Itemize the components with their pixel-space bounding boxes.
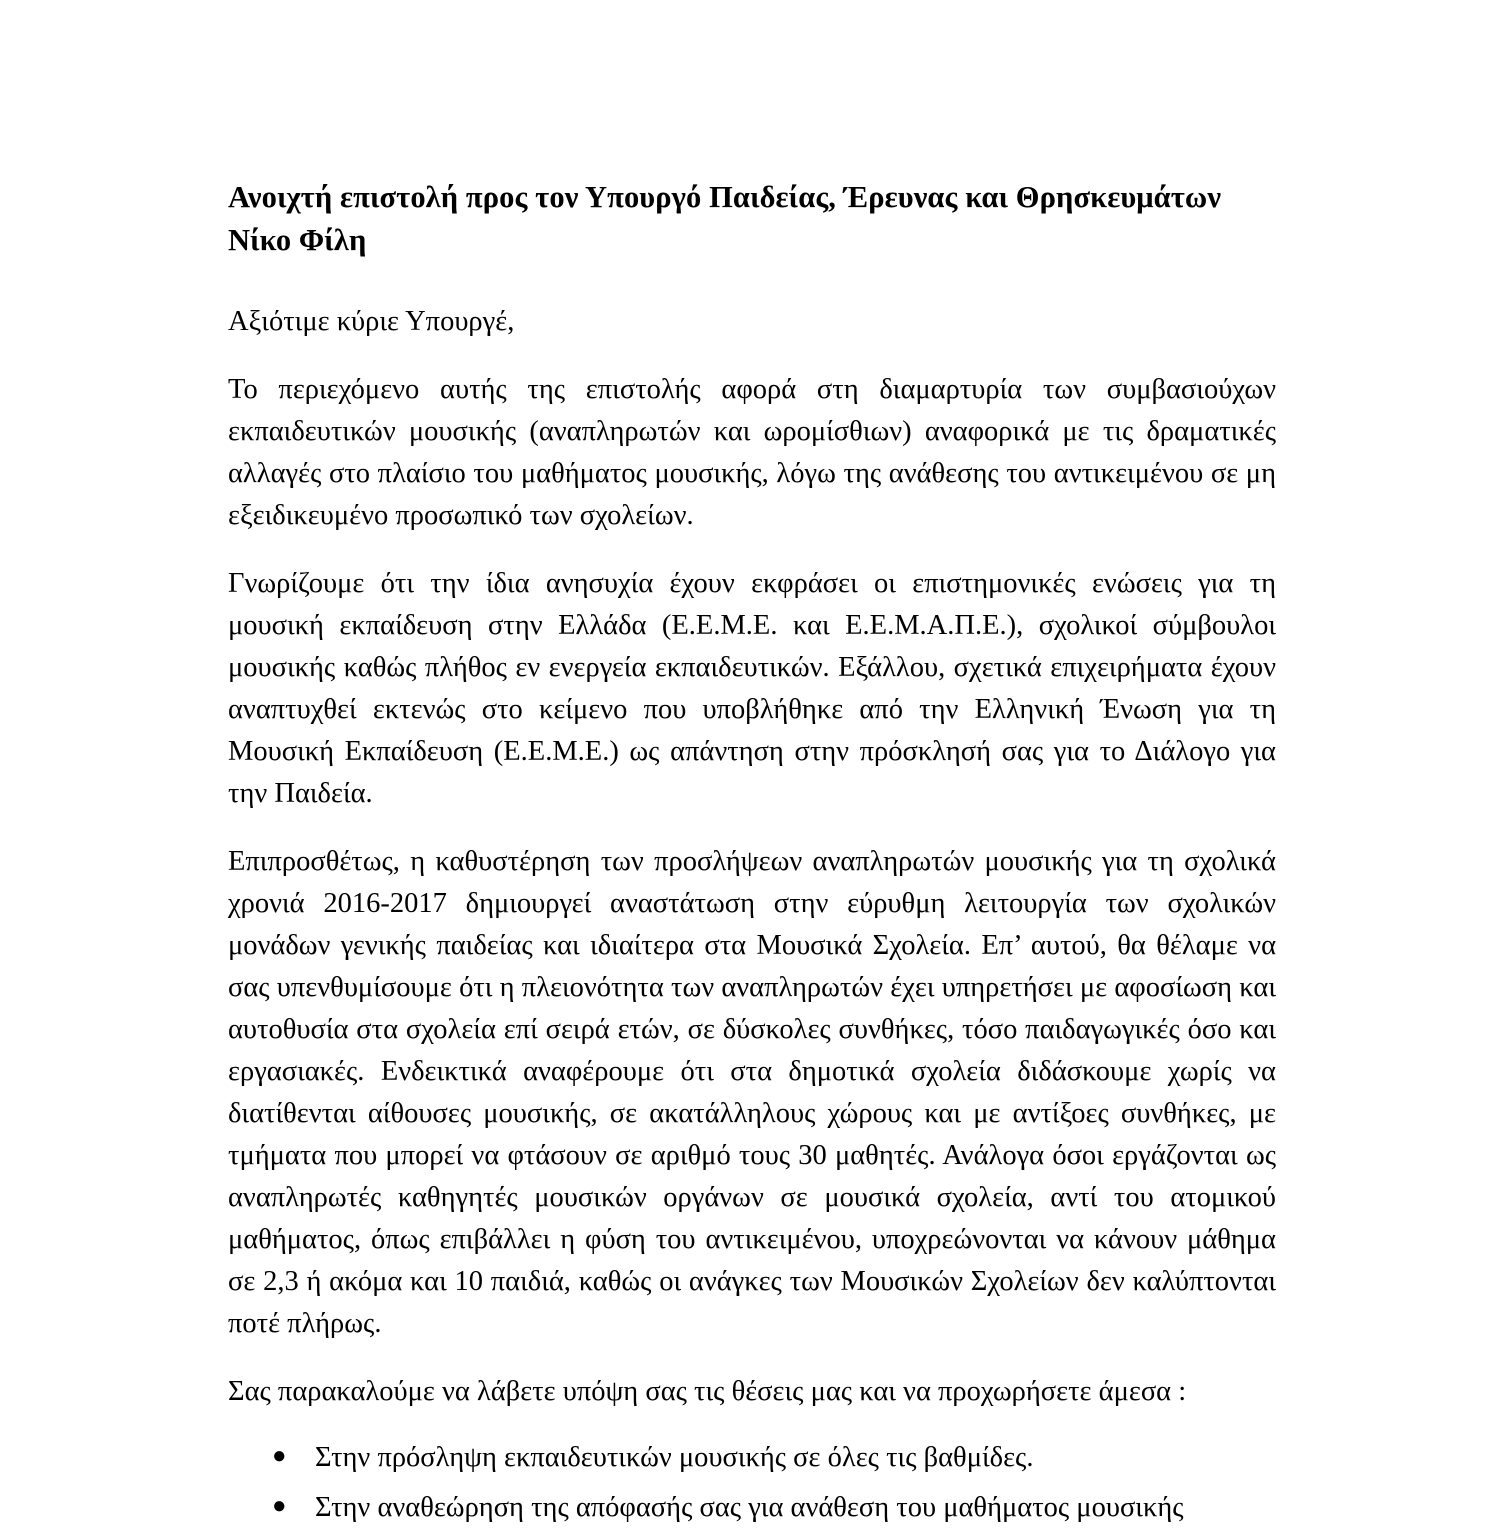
bullet-icon: ● [272, 1443, 287, 1470]
bullet-icon: ● [272, 1493, 287, 1520]
list-item-label: Στην αναθεώρηση της απόφασής σας για ανάθεση του μαθήματος μουσικής [315, 1492, 1184, 1524]
spacer-after-title [228, 263, 1276, 301]
list-item-label: Στην πρόσληψη εκπαιδευτικών μουσικής σε όλες τις βαθμίδες. [315, 1442, 1034, 1474]
paragraph-3: Επιπροσθέτως, η καθυστέρηση των προσλήψεων αναπληρωτών μουσικής για τη σχολικά χρονιά 2016-2017 δημιουργεί αναστάτωση στην εύρυθμη λειτουργία των σχολικών μονάδων γενικής παιδείας και ιδιαίτερα στα Μουσικά Σχολεία. Επ’ αυτού, θα θέλαμε να σας υπενθυμίσουμε ότι η πλειονότητα των αναπληρωτών έχει υπηρετήσει με αφοσίωση και αυτοθυσία στα σχολεία επί σειρά ετών, σε δύσκολες συνθήκες, τόσο παιδαγωγικές όσο και εργασιακές. Ενδεικτικά αναφέρουμε ότι στα δημοτικά σχολεία διδάσκουμε χωρίς να διατίθενται αίθουσες μουσικής, σε ακατάλληλους χώρους και με αντίξοες συνθήκες, με τμήματα που μπορεί να φτάσουν σε αριθμό τους 30 μαθητές. Ανάλογα όσοι εργάζονται ως αναπληρωτές καθηγητές μουσικών οργάνων σε μουσικά σχολεία, αντί του ατομικού μαθήματος, όπως επιβάλλει η φύση του αντικειμένου, υποχρεώνονται να κάνουν μάθημα σε 2,3 ή ακόμα και 10 παιδιά, καθώς οι ανάγκες των Μουσικών Σχολείων δεν καλύπτονται ποτέ πλήρως. [228, 845, 1276, 1340]
spacer-4 [228, 1345, 1276, 1371]
list-item [228, 1437, 1276, 1479]
salutation: Αξιότιμε κύριε Υπουργέ, [228, 305, 515, 337]
spacer-2 [228, 537, 1276, 563]
spacer-3 [228, 815, 1276, 841]
paragraph-1: Το περιεχόμενο αυτής της επιστολής αφορά στη διαμαρτυρία των συμβασιούχων εκπαιδευτικών μουσικής (αναπληρωτών και ωρομίσθιων) αναφορικά με τις δραματικές αλλαγές στο πλαίσιο του μαθήματος μουσικής, λόγω της ανάθεσης του αντικειμένου σε μη εξειδικευμένο προσωπικό των σχολείων. [228, 373, 1276, 531]
spacer-5 [228, 1413, 1276, 1437]
demands-list [228, 1437, 1276, 1529]
page-title: Ανοιχτή επιστολή προς τον Υπουργό Παιδείας, Έρευνας και Θρησκευμάτων Νίκο Φίλη [228, 180, 1222, 258]
list-item [228, 1487, 1276, 1529]
paragraph-4-request: Σας παρακαλούμε να λάβετε υπόψη σας τις θέσεις μας και να προχωρήσετε άμεσα : [228, 1376, 1187, 1408]
document-body [228, 176, 1276, 1537]
paragraph-2: Γνωρίζουμε ότι την ίδια ανησυχία έχουν εκφράσει οι επιστημονικές ενώσεις για τη μουσική εκπαίδευση στην Ελλάδα (Ε.Ε.Μ.Ε. και Ε.Ε.Μ.Α.Π.Ε.), σχολικοί σύμβουλοι μουσικής καθώς πλήθος εν ενεργεία εκπαιδευτικών. Εξάλλου, σχετικά επιχειρήματα έχουν αναπτυχθεί εκτενώς στο κείμενο που υποβλήθηκε από την Ελληνική Ένωση για τη Μουσική Εκπαίδευση (Ε.Ε.Μ.Ε.) ως απάντηση στην πρόσκλησή σας για το Διάλογο για την Παιδεία. [228, 567, 1276, 809]
spacer-1 [228, 343, 1276, 369]
